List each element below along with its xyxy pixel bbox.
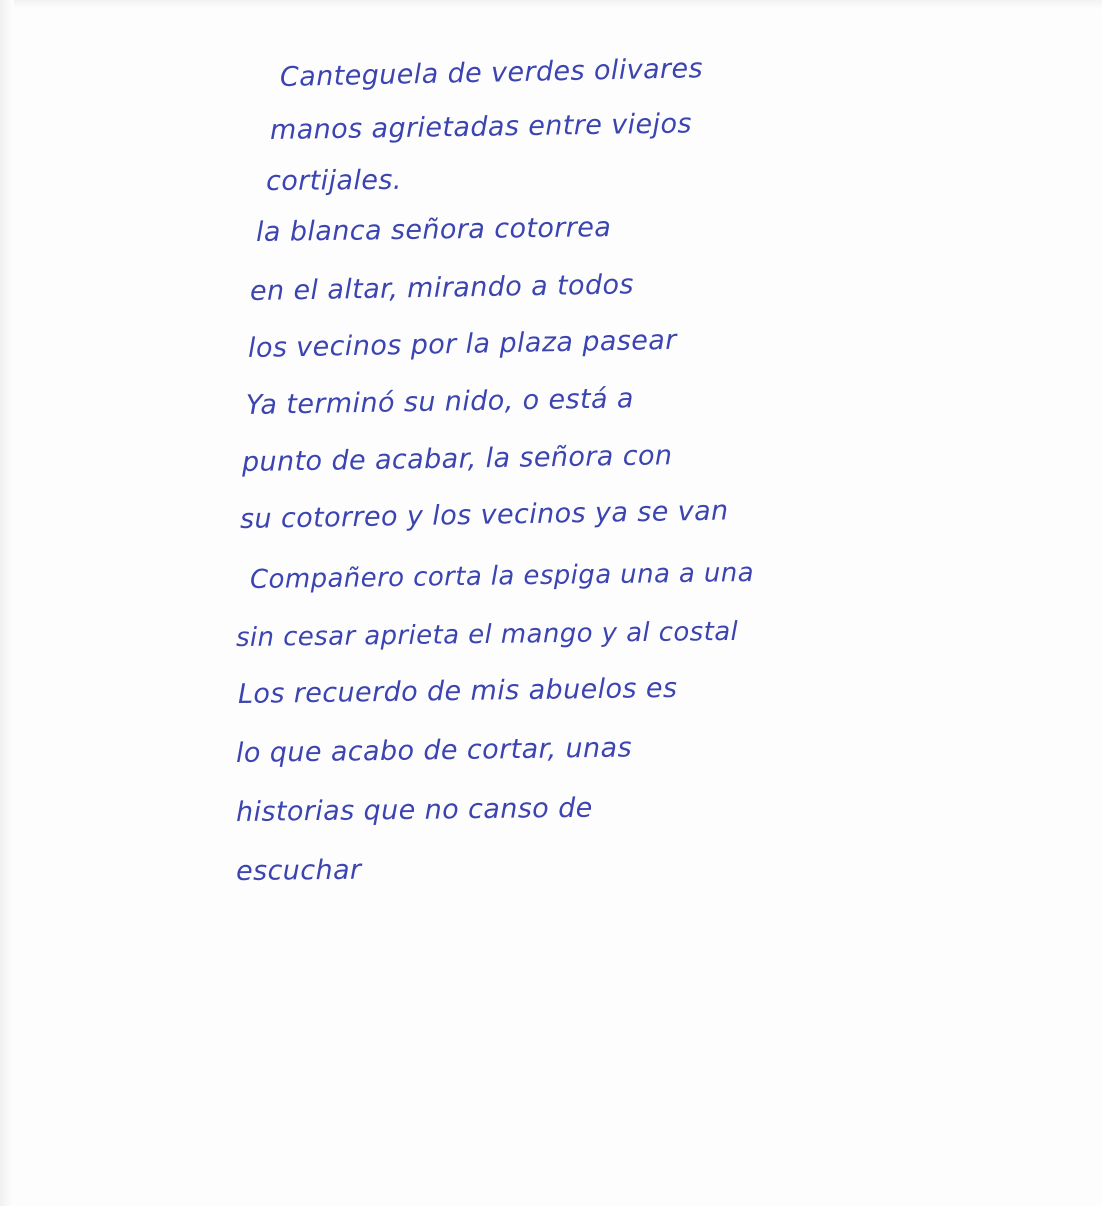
poem-line: historias que no canso de <box>235 792 593 828</box>
poem-line: sin cesar aprieta el mango y al costal <box>235 616 739 653</box>
poem-line: en el altar, mirando a todos <box>249 269 635 307</box>
poem-line: Canteguela de verdes olivares <box>279 53 704 93</box>
paper-edge-top <box>0 0 1102 10</box>
poem-line: escuchar <box>235 854 362 887</box>
poem-line: punto de acabar, la señora con <box>241 440 673 478</box>
poem-line: los vecinos por la plaza pasear <box>247 324 677 364</box>
poem-line: Los recuerdo de mis abuelos es <box>237 672 678 710</box>
poem-line: lo que acabo de cortar, unas <box>235 732 633 769</box>
poem-line: su cotorreo y los vecinos ya se van <box>239 495 729 535</box>
handwritten-poem <box>235 53 876 887</box>
poem-line: cortijales. <box>265 164 402 197</box>
poem-line: manos agrietadas entre viejos <box>269 108 693 146</box>
poem-line: Ya terminó su nido, o está a <box>245 383 635 421</box>
poem-line: la blanca señora cotorrea <box>255 212 612 248</box>
poem-line: Compañero corta la espiga una a una <box>249 557 755 595</box>
paper-edge-left <box>0 0 14 1206</box>
